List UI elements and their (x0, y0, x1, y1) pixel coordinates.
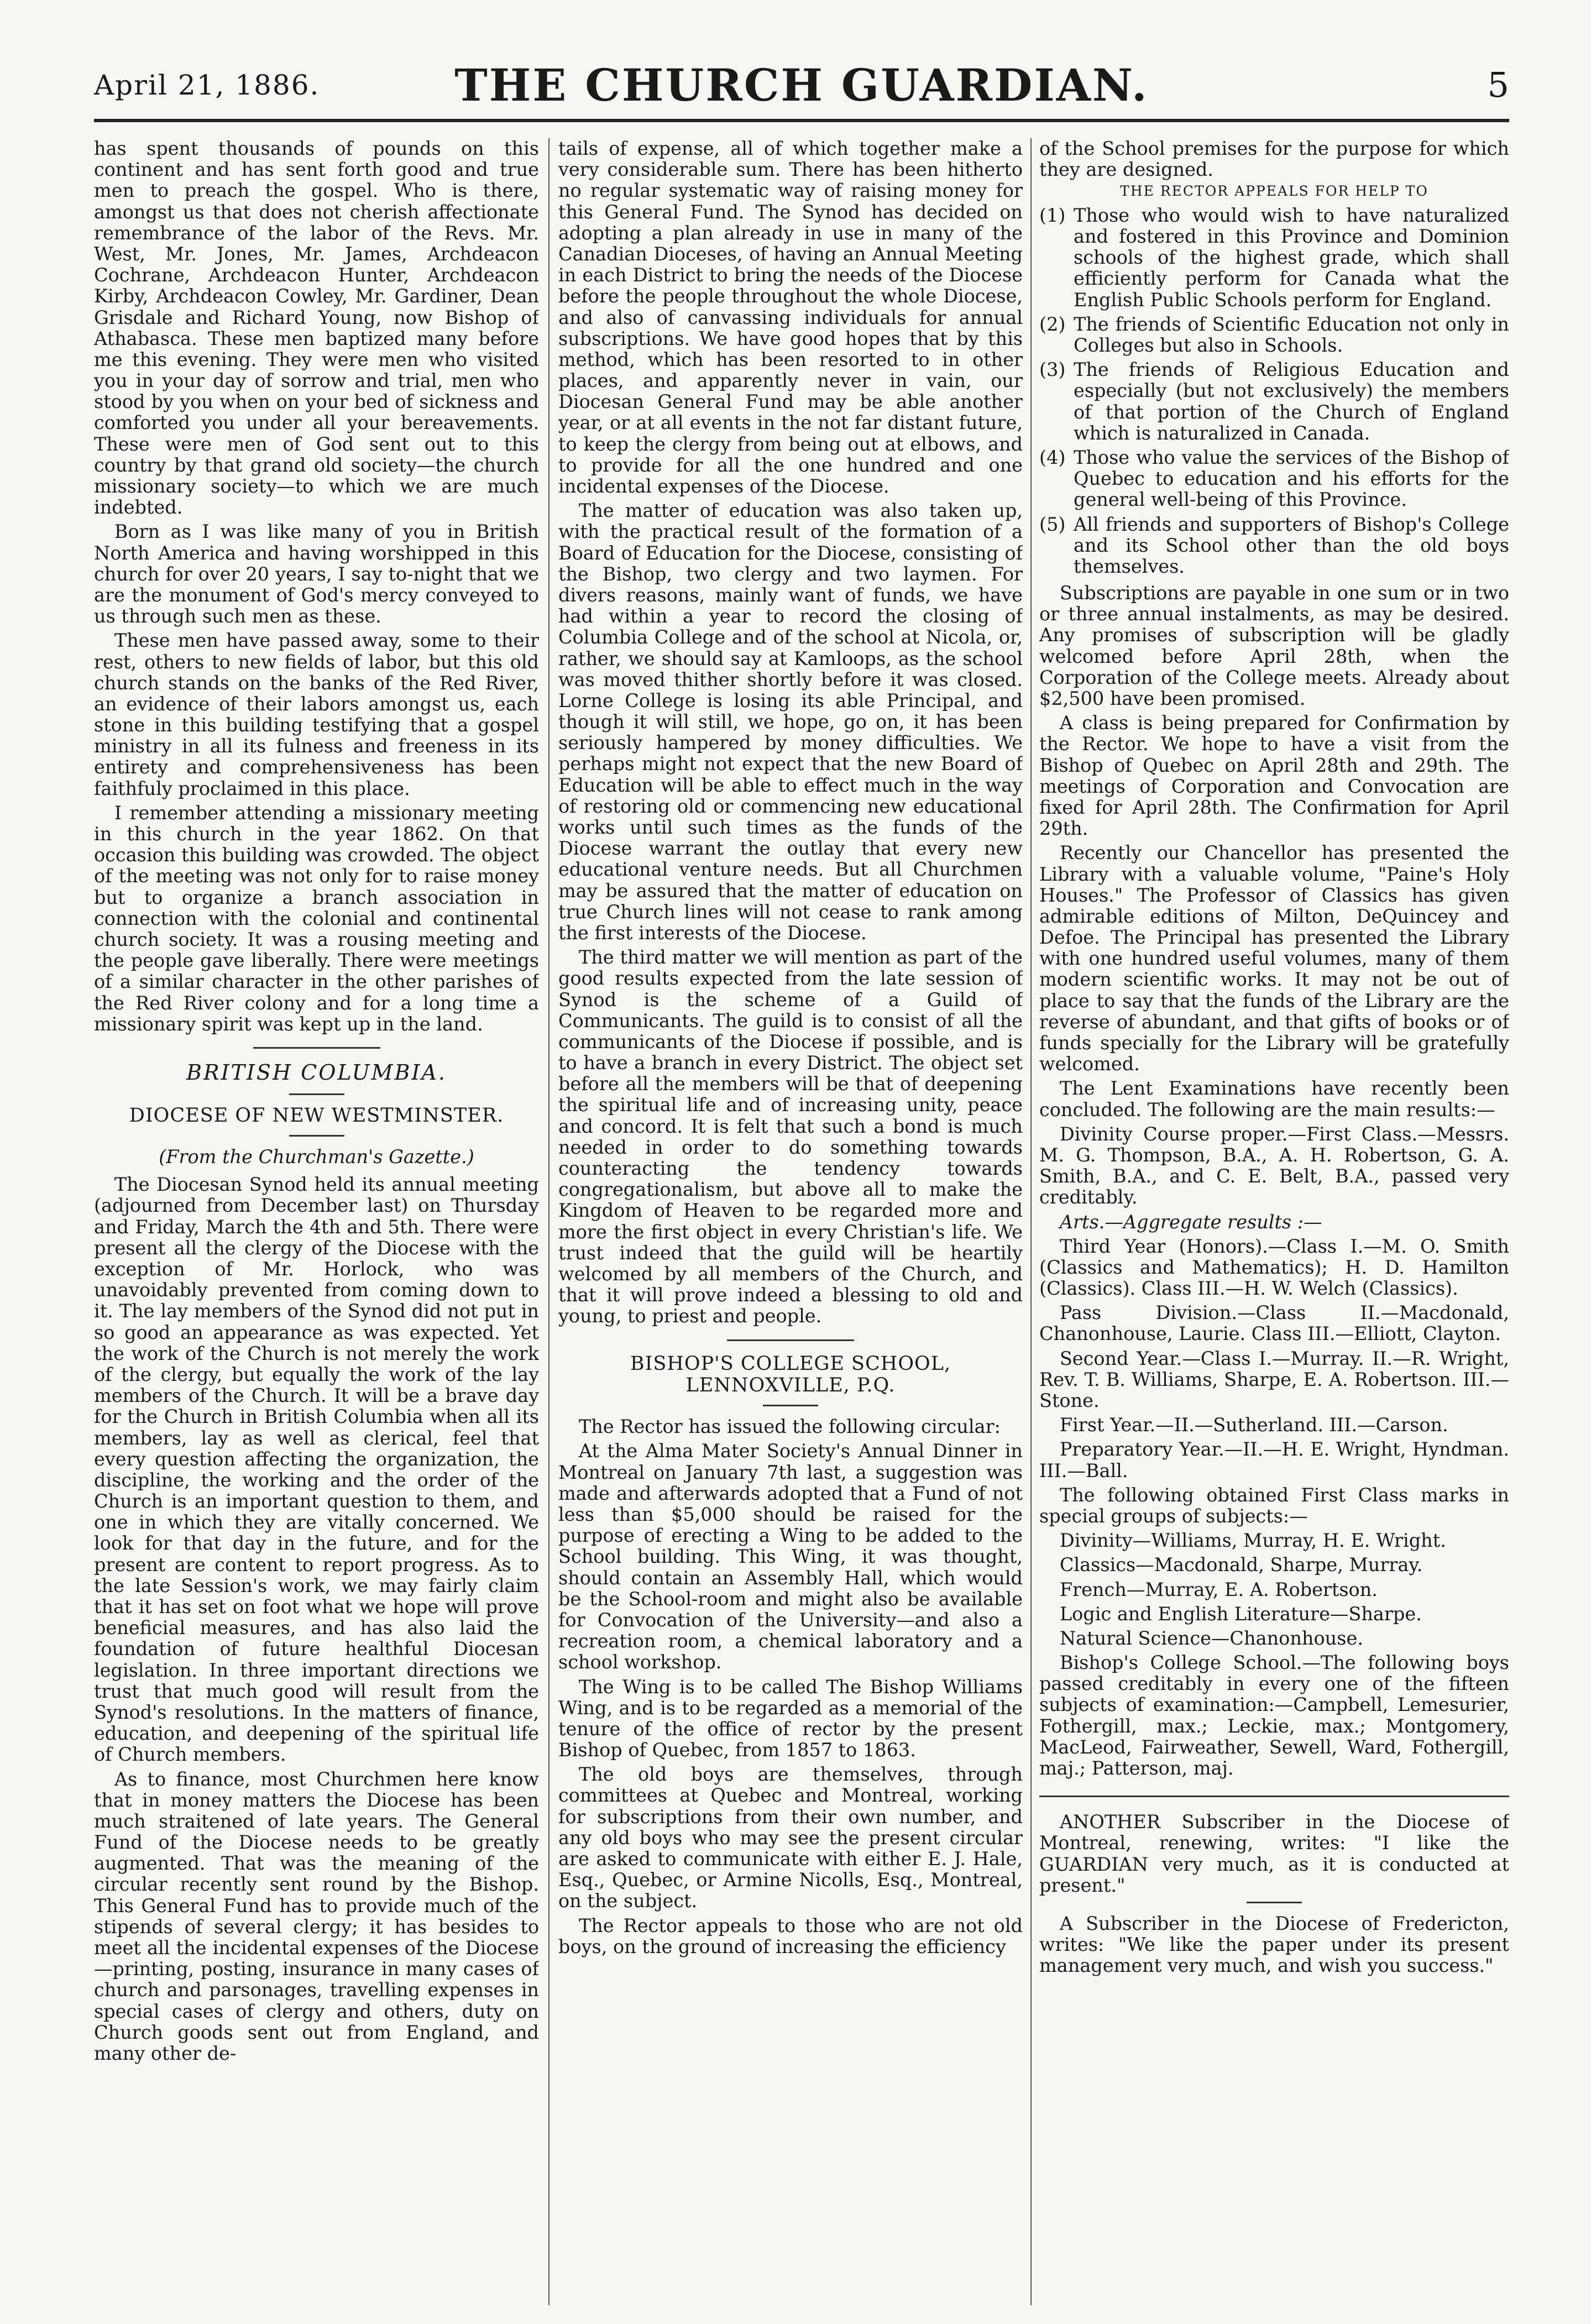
heading-rule (289, 1135, 344, 1137)
paragraph: Arts.—Aggregate results :— (1059, 1211, 1322, 1233)
list-item: Natural Science—Chanonhouse. (1059, 1627, 1363, 1649)
section-separator (1039, 1796, 1509, 1797)
issue-date: April 21, 1886. (94, 69, 320, 101)
list-item (1039, 514, 1509, 578)
section-heading: BISHOP'S COLLEGE SCHOOL, LENNOXVILLE, P.Q. (630, 1352, 951, 1397)
column-3 (1039, 138, 1509, 2305)
list-item (1039, 314, 1509, 356)
newspaper-title: THE CHURCH GUARDIAN. (454, 59, 1149, 111)
list-item: French—Murray, E. A. Robertson. (1059, 1578, 1378, 1600)
paragraph: The following obtained First Class marks in special groups of subjects:— (1039, 1484, 1509, 1527)
paragraph: Bishop's College School.—The following boys passed creditably in every one of the fifteen subjects of examination:—Campbell, Lemesurier, Fothergill, max.; Leckie, max.; Montgomery, MacLeod, Fairweather, Sewell, Ward, Fothergill, maj.; Patterson, maj. (1039, 1652, 1509, 1779)
list-item-text: The friends of Scientific Education not only in Colleges but also in Schools. (1074, 313, 1509, 356)
paragraph: The old boys are themselves, through committees at Quebec and Montreal, working for subscriptions from their own number, and any old boys who may see the present circular are asked to communicate with either E. J. Hale, Esq., Quebec, or Armine Nicolls, Esq., Montreal, on the subject. (558, 1763, 1023, 1912)
paragraph: tails of expense, all of which together make a very considerable sum. There has been hitherto no regular systematic way of raising money for this General Fund. The Synod has decided on adopting a plan already in use in many of the Canadian Dioceses, of having an Annual Meeting in each District to bring the needs of the Diocese before the people throughout the whole Diocese, and also of canvassing individuals for annual subscriptions. We have good hopes that by this method, which has been resorted to in other places, and apparently never in vain, our Diocesan General Fund may be able another year, or at all events in the not far distant future, to keep the clergy from being out at elbows, and to provide for all the one hundred and one incidental expenses of the Diocese. (558, 138, 1023, 497)
section-separator (727, 1339, 854, 1341)
paragraph: of the School premises for the purpose for which they are designed. (1039, 138, 1509, 181)
paragraph: The matter of education was also taken up, with the practical result of the formation of a Board of Education for the Diocese, consisting of the Bishop, two clergy and two laymen. For divers reasons, mainly want of funds, we have had within a year to record the closing of Columbia College and of the school at Nicola, or, rather, we should say at Kamloops, as the school was moved thither shortly before it was closed. Lorne College is losing its able Principal, and though it will still, we hope, go on, it has been seriously hampered by money difficulties. We perhaps might not expect that the new Board of Education will be able to effect much in the way of restoring old or commencing new educational works until such times as the funds of the Diocese warrant the outlay that every new educational venture needs. But all Churchmen may be assured that the matter of education on true Church lines will not cease to rank among the first interests of the Diocese. (558, 500, 1023, 944)
section-subheading: DIOCESE OF NEW WESTMINSTER. (129, 1105, 504, 1127)
appeals-list (1039, 205, 1509, 577)
paragraph: has spent thousands of pounds on this continent and has sent forth good and true men to preach the gospel. Who is there, amongst us that does not cherish affectionate remembrance of the labor of the Revs. Mr. West, Mr. Jones, Mr. James, Archdeacon Cochrane, Archdeacon Hunter, Archdeacon Kirby, Archdeacon Cowley, Mr. Gardiner, Dean Grisdale and Richard Young, now Bishop of Athabasca. These men baptized many before me this evening. They were men who visited you in your day of sorrow and trial, men who stood by you when on your bed of sickness and comforted you under all your bereavements. These were men of God sent out to this country by that grand old society—the church missionary society—to which we are much indebted. (94, 138, 539, 519)
masthead (94, 53, 1509, 122)
page-number: 5 (1487, 65, 1509, 105)
list-item: Classics—Macdonald, Sharpe, Murray. (1059, 1554, 1423, 1576)
section-heading: BRITISH COLUMBIA. (186, 1060, 447, 1085)
list-item (1039, 447, 1509, 511)
paragraph: Subscriptions are payable in one sum or in two or three annual instalments, as may be desired. Any promises of subscription will be gladly welcomed before April 28th, when the Corporation of the College meets. Already about $2,500 have been promised. (1039, 582, 1509, 709)
list-number: (5) (1039, 513, 1066, 535)
paragraph: The Rector appeals to those who are not old boys, on the ground of increasing the efficiency (558, 1914, 1023, 1957)
list-number: (4) (1039, 446, 1066, 468)
paragraph: Born as I was like many of you in British North America and having worshipped in this church for over 20 years, I say to-night that we are the monument of God's mercy conveyed to us through such men as these. (94, 521, 539, 627)
column-divider (548, 138, 549, 2305)
paragraph: A Subscriber in the Diocese of Fredericton, writes: "We like the paper under its present management very much, and wish you success." (1039, 1912, 1509, 1977)
paragraph: Preparatory Year.—II.—H. E. Wright, Hyndman. III.—Ball. (1039, 1438, 1509, 1482)
list-number: (1) (1039, 204, 1066, 226)
paragraph: Recently our Chancellor has presented the Library with a valuable volume, "Paine's Holy Houses." The Professor of Classics has given admirable editions of Milton, DeQuincey and Defoe. The Principal has presented the Library with one hundred useful volumes, many of them modern scientific works. It may not be out of place to say that the funds of the Library are the reverse of abundant, and that gifts of books or of funds specially for the Library will be gratefully welcomed. (1039, 842, 1509, 1075)
paragraph: Pass Division.—Class II.—Macdonald, Chanonhouse, Laurie. Class III.—Elliott, Clayton. (1039, 1302, 1509, 1345)
paragraph: These men have passed away, some to their rest, others to new fields of labor, but this old church stands on the banks of the Red River, an evidence of their labors amongst us, each stone in this building testifying that a gospel ministry in all its fulness and freeness in its entirety and comprehensiveness has been faithfuly proclaimed in this place. (94, 630, 539, 799)
paragraph: The Rector has issued the following circular: (578, 1416, 1001, 1438)
list-item (1039, 359, 1509, 444)
paragraph: The Wing is to be called The Bishop Williams Wing, and is to be regarded as a memorial of the tenure of the office of rector by the present Bishop of Quebec, from 1857 to 1863. (558, 1676, 1023, 1761)
list-item: Logic and English Literature—Sharpe. (1059, 1603, 1422, 1625)
paragraph: ANOTHER Subscriber in the Diocese of Montreal, renewing, writes: "I like the GUARDIAN very much, as it is conducted at present." (1039, 1811, 1509, 1896)
paragraph: Divinity Course proper.—First Class.—Messrs. M. G. Thompson, B.A., A. H. Robertson, G. A. Smith, B.A., and C. E. Belt, B.A., passed very creditably. (1039, 1123, 1509, 1208)
heading-rule (763, 1405, 818, 1406)
paragraph: As to finance, most Churchmen here know that in money matters the Diocese has been much straitened of late years. The General Fund of the Diocese needs to be greatly augmented. That was the meaning of the circular recently sent round by the Bishop. This General Fund has to provide much of the stipends of several clergy; it has besides to meet all the incidental expenses of the Diocese—printing, posting, insurance in many cases of church and parsonages, travelling expenses in special cases of clergy and others, duty on Church goods sent out from England, and many other de- (94, 1768, 539, 2064)
list-item-text: All friends and supporters of Bishop's College and its School other than the old boys themselves. (1074, 513, 1509, 577)
list-item-text: The friends of Religious Education and especially (but not exclusively) the members of that portion of the Church of England which is naturalized in Canada. (1074, 359, 1509, 444)
column-1 (94, 138, 539, 2305)
list-item-text: Those who value the services of the Bishop of Quebec to education and his efforts for the general well-being of this Province. (1074, 446, 1509, 511)
paragraph: The Diocesan Synod held its annual meeting (adjourned from December last) on Thursday and Friday, March the 4th and 5th. There were present all the clergy of the Diocese with the exception of Mr. Horlock, who was unavoidably prevented from coming down to it. The lay members of the Synod did not put in so good an appearance as was expected. Yet the work of the Church is not merely the work of the clergy, but equally the work of the lay members of the Church. It will be a brave day for the Church in British Columbia when all its members, lay as well as clerical, feel that every question affecting the organization, the discipline, the working and the order of the Church is an important question to them, and one in which they are vitally concerned. We look for that day in the future, and for the present are content to report progress. As to the late Session's work, we may fairly claim that it has set on foot what we hope will prove beneficial measures, and has also laid the foundation of future healthful Diocesan legislation. In three important directions we trust that much good will result from the Synod's resolutions. In the matters of finance, education, and deepening of the spiritual life of Church members. (94, 1174, 539, 1766)
column-divider (1030, 138, 1032, 2305)
section-separator (1247, 1902, 1302, 1903)
column-2 (558, 138, 1023, 2305)
list-number: (3) (1039, 359, 1066, 381)
paragraph: Second Year.—Class I.—Murray. II.—R. Wright, Rev. T. B. Williams, Sharpe, E. A. Robertson. III.—Stone. (1039, 1347, 1509, 1411)
appeals-heading: THE RECTOR APPEALS FOR HELP TO (1120, 183, 1428, 200)
paragraph: At the Alma Mater Society's Annual Dinner in Montreal on January 7th last, a suggestion was made and afterwards adopted that a Fund of not less than $5,000 should be raised for the purpose of erecting a Wing to be added to the School building. This Wing, it was thought, should contain an Assembly Hall, which would be the School-room and might also be available for Convocation of the University—and also a recreation room, a chemical laboratory and a school workshop. (558, 1440, 1023, 1673)
paragraph: The Lent Examinations have recently been concluded. The following are the main results:— (1039, 1077, 1509, 1121)
section-separator (253, 1047, 380, 1049)
paragraph: I remember attending a missionary meeting in this church in the year 1862. On that occasion this building was crowded. The object of the meeting was not only for to raise money but to organize a branch association in connection with the colonial and continental church society. It was a rousing meeting and the people gave liberally. There were meetings of a similar character in the other parishes of the Red River colony and for a long time a missionary spirit was kept up in the land. (94, 802, 539, 1035)
list-item (1039, 205, 1509, 311)
list-item: Divinity—Williams, Murray, H. E. Wright. (1059, 1530, 1446, 1552)
list-number: (2) (1039, 313, 1066, 335)
paragraph: The third matter we will mention as part of the good results expected from the late session of Synod is the scheme of a Guild of Communicants. The guild is to consist of all the communicants of the Diocese if possible, and is to have a branch in every District. The object set before all the members will be that of deepening the spiritual life and of increasing unity, peace and concord. It is felt that such a bond is much needed in order to do something towards counteracting the tendency towards congregationalism, but above all to make the Kingdom of Heaven to be regarded more and more the first object in every Christian's life. We trust indeed that the guild will be heartily welcomed by all members of the Church, and that it will prove indeed a blessing to old and young, to priest and people. (558, 946, 1023, 1327)
heading-rule (289, 1093, 344, 1095)
article-source: (From the Churchman's Gazette.) (159, 1146, 474, 1168)
list-item-text: Those who would wish to have naturalized and fostered in this Province and Dominion schools of the highest grade, which shall efficiently perform for Canada what the English Public Schools perform for England. (1074, 204, 1509, 311)
paragraph: Third Year (Honors).—Class I.—M. O. Smith (Classics and Mathematics); H. D. Hamilton (Classics). Class III.—H. W. Welch (Classics). (1039, 1235, 1509, 1300)
paragraph: A class is being prepared for Confirmation by the Rector. We hope to have a visit from the Bishop of Quebec on April 28th and 29th. The meetings of Corporation and Convocation are fixed for April 28th. The Confirmation for April 29th. (1039, 712, 1509, 840)
paragraph: First Year.—II.—Sutherland. III.—Carson. (1059, 1414, 1448, 1436)
